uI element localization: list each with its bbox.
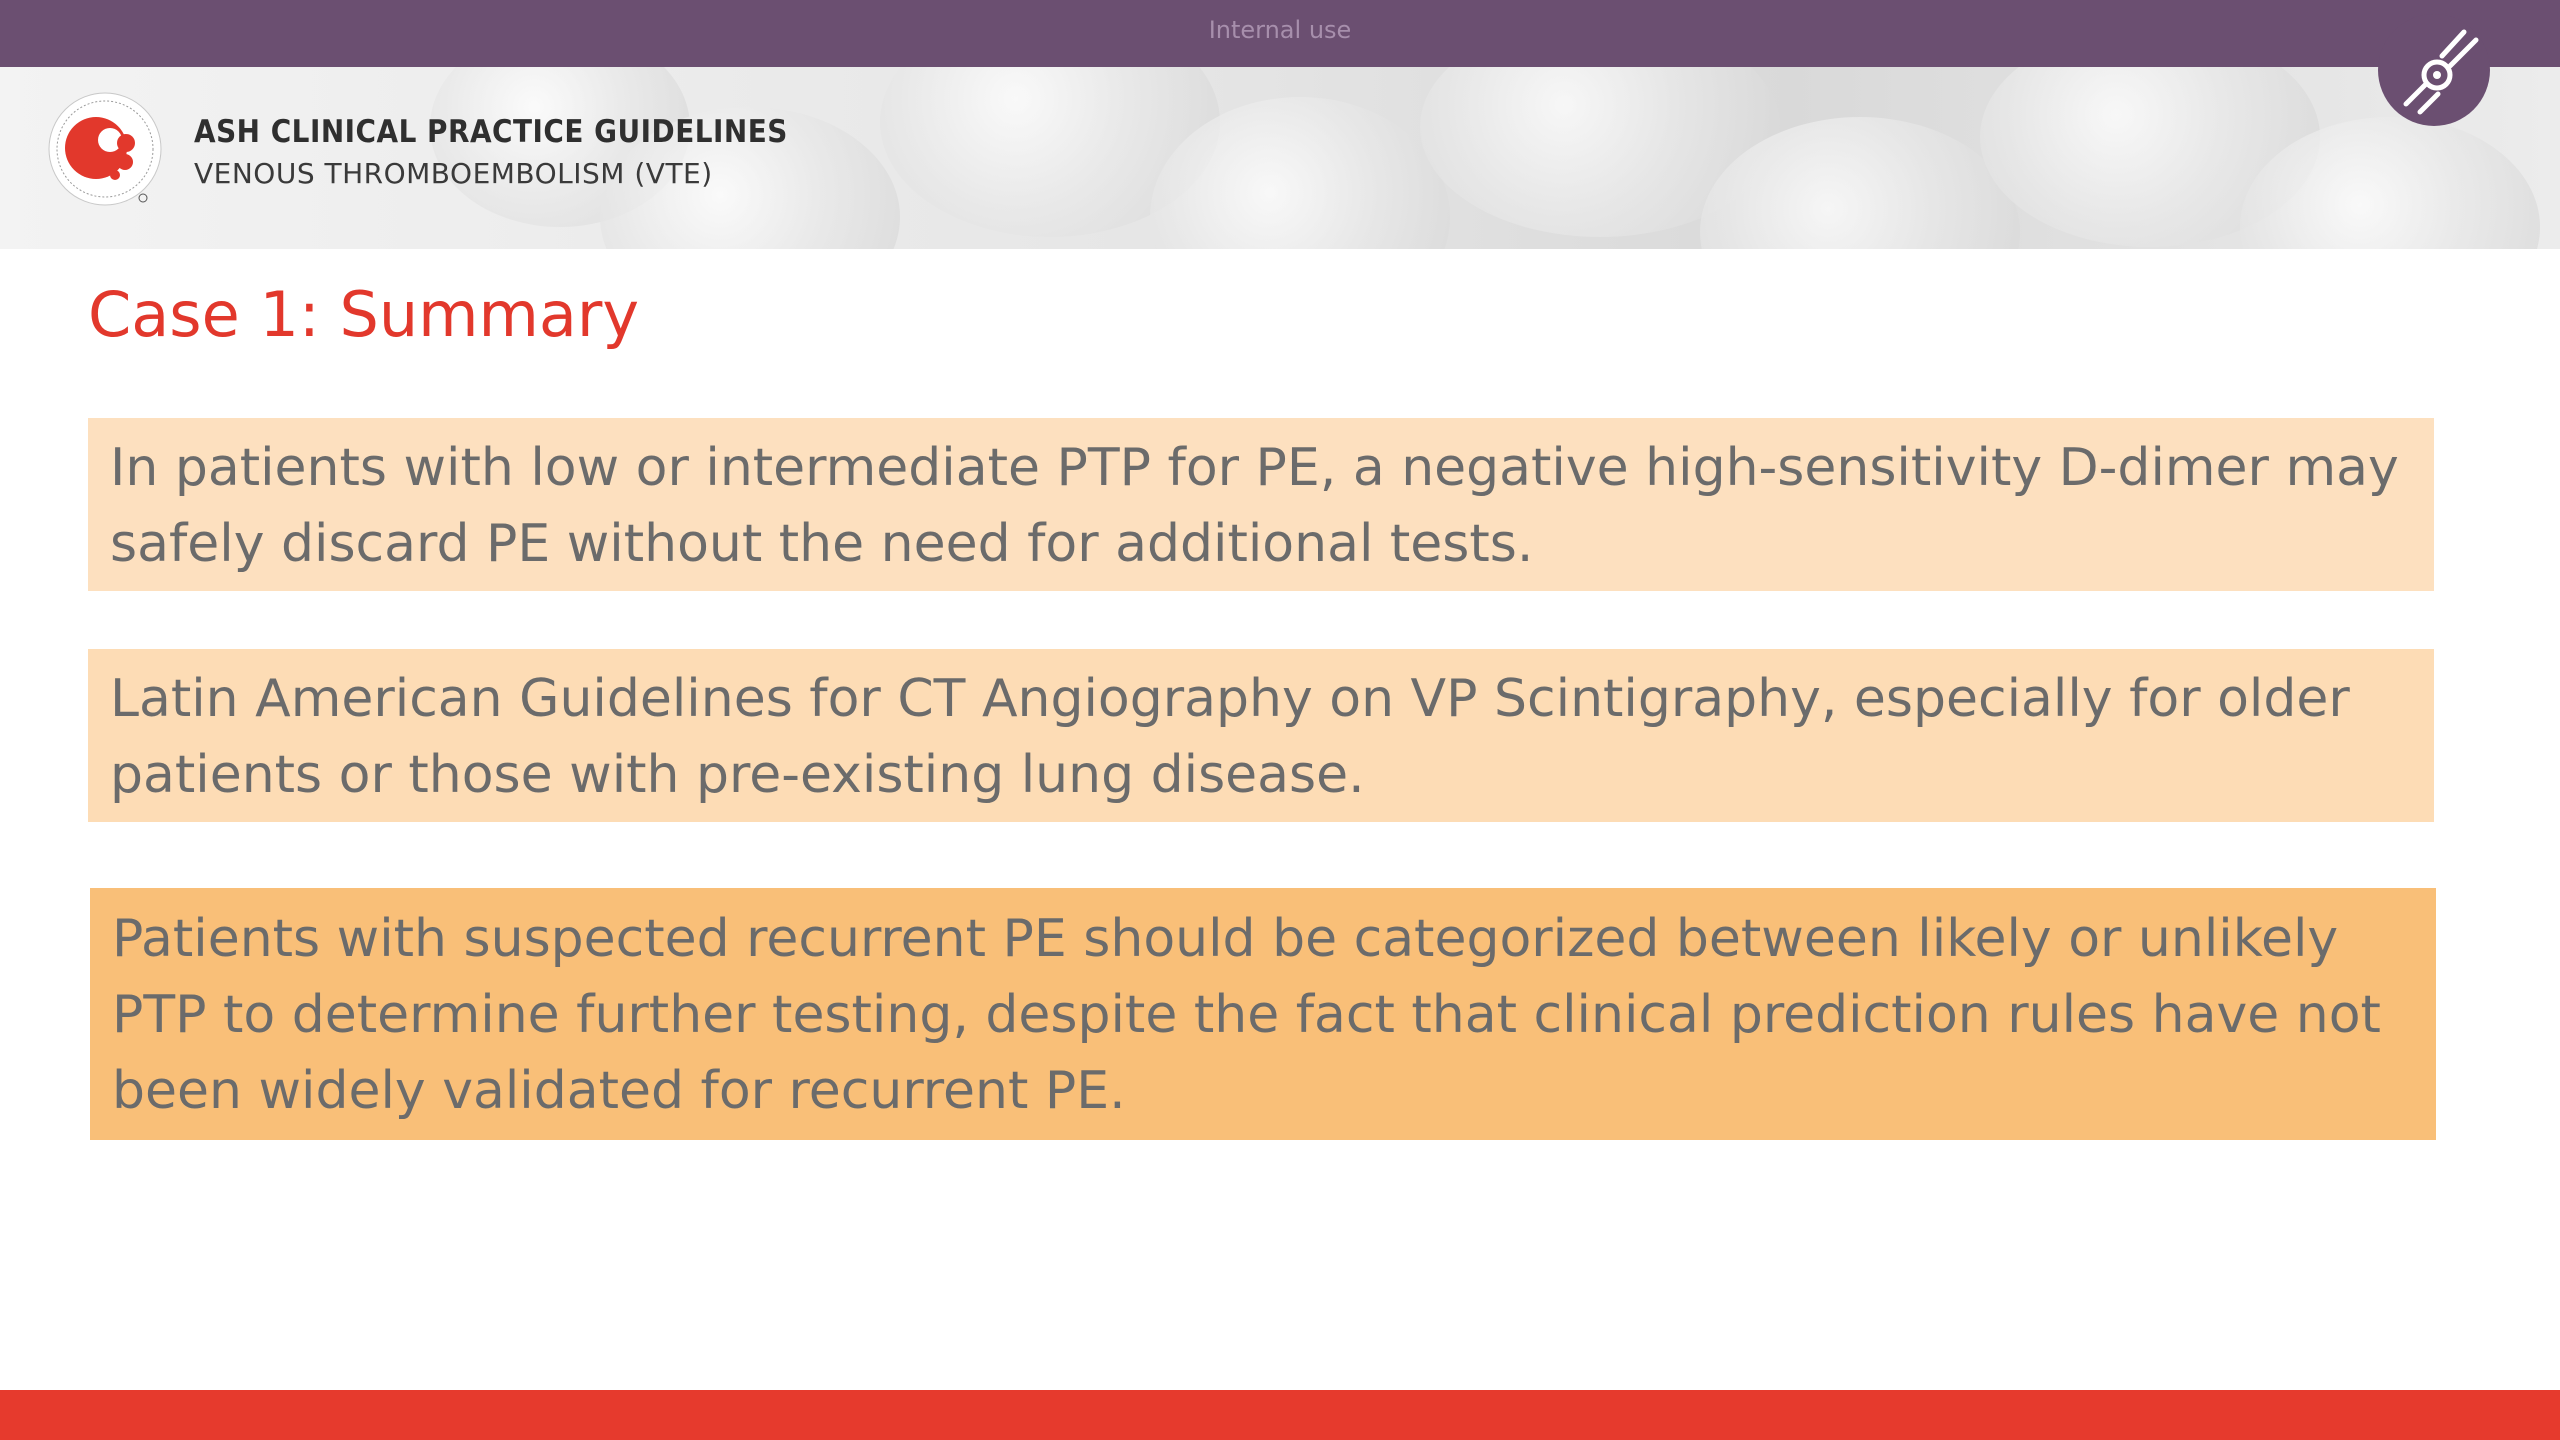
american-society-of-hematology-logo (44, 88, 166, 210)
guideline-title: ASH CLINICAL PRACTICE GUIDELINES (194, 114, 788, 150)
summary-point-2: Latin American Guidelines for CT Angiography on VP Scintigraphy, especially for older patients or those with pre-existing lung disease. (88, 649, 2434, 822)
bottom-bar (0, 1390, 2560, 1440)
blood-vessel-icon (2372, 8, 2492, 128)
summary-point-1: In patients with low or intermediate PTP for PE, a negative high-sensitivity D-dimer may safely discard PE without the need for additional tests. (88, 418, 2434, 591)
slide-title: Case 1: Summary (88, 278, 640, 351)
top-bar (0, 0, 2560, 67)
classification-label: Internal use (1208, 16, 1352, 44)
summary-point-3: Patients with suspected recurrent PE should be categorized between likely or unlikely PTP to determine further testing, despite the fact that clinical prediction rules have not been widely validated for recurrent PE. (90, 888, 2436, 1140)
guideline-subtitle: VENOUS THROMBOEMBOLISM (VTE) (194, 157, 713, 190)
